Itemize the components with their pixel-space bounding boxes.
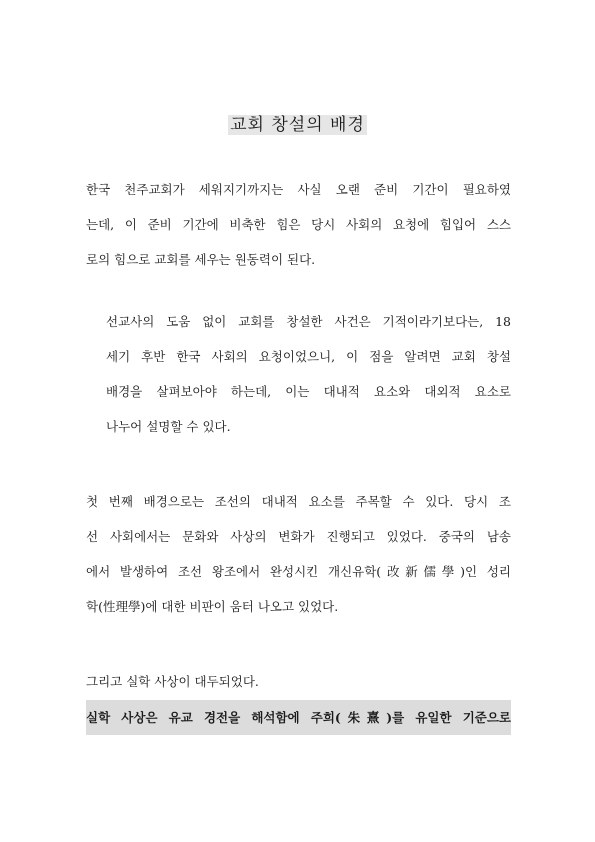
paragraph-line: 나누어 설명할 수 있다. [106,419,231,434]
paragraph-line: 배경을 살펴보아야 하는데, 이는 대내적 요소와 대외적 요소로 [106,384,511,399]
paragraph-4 [86,664,511,699]
paragraph-5 [86,700,511,735]
paragraph-line: 로의 힘으로 교회를 세우는 원동력이 된다. [86,252,316,267]
paragraph-line: 에서 발생하여 조선 왕조에서 완성시킨 개신유학(改新儒學)인 성리 [86,564,511,579]
paragraph-line: 선 사회에서는 문화와 사상의 변화가 진행되고 있었다. 중국의 남송 [86,529,511,544]
paragraph-2 [106,304,511,444]
paragraph-3 [86,484,511,624]
page-title [0,112,595,138]
highlighted-line: 실학 사상은 유교 경전을 해석함에 주희(朱熹)를 유일한 기준으로 [86,700,511,735]
paragraph-line: 학(性理學)에 대한 비판이 움터 나오고 있었다. [86,599,339,614]
paragraph-line: 첫 번째 배경으로는 조선의 대내적 요소를 주목할 수 있다. 당시 조 [86,494,511,509]
paragraph-line: 한국 천주교회가 세워지기까지는 사실 오랜 준비 기간이 필요하였 [86,182,511,197]
page-title-text: 교회 창설의 배경 [230,115,365,135]
paragraph-line: 그리고 실학 사상이 대두되었다. [86,674,259,689]
paragraph-line: 는데, 이 준비 기간에 비축한 힘은 당시 사회의 요청에 힘입어 스스 [86,217,511,232]
paragraph-line: 선교사의 도움 없이 교회를 창설한 사건은 기적이라기보다는, 18 [106,314,511,329]
paragraph-line: 세기 후반 한국 사회의 요청이었으니, 이 점을 알려면 교회 창설 [106,349,511,364]
paragraph-1 [86,172,511,277]
